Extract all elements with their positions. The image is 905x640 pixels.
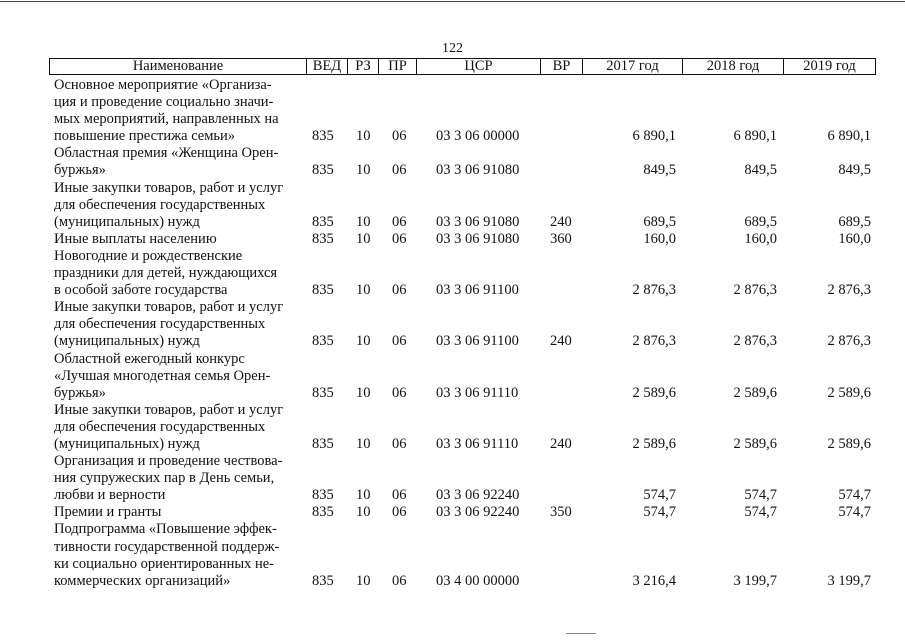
cell-rz: 10 bbox=[356, 230, 371, 247]
cell-csr: 03 3 06 92240 bbox=[436, 504, 520, 521]
cell-y2018: 6 890,1 bbox=[733, 128, 777, 145]
row-name-line: Новогодние и рождественские bbox=[54, 247, 243, 264]
row-name-line: праздники для детей, нуждающихся bbox=[54, 265, 278, 282]
cell-csr: 03 3 06 91110 bbox=[436, 435, 519, 452]
column-header-name: Наименование bbox=[132, 59, 224, 74]
cell-y2019: 160,0 bbox=[838, 230, 871, 247]
cell-y2017: 2 876,3 bbox=[632, 333, 676, 350]
row-name-line: Иные выплаты населению bbox=[54, 230, 217, 247]
cell-pr: 06 bbox=[392, 282, 407, 299]
row-name-line: для обеспечения государственных bbox=[54, 418, 266, 435]
row-name bbox=[54, 453, 300, 504]
cell-ved: 835 bbox=[312, 213, 334, 230]
cell-y2019: 849,5 bbox=[838, 162, 871, 179]
cell-y2019: 2 589,6 bbox=[827, 384, 871, 401]
row-name-line: Иные закупки товаров, работ и услуг bbox=[54, 401, 284, 418]
cell-y2018: 574,7 bbox=[744, 487, 777, 504]
top-rule bbox=[0, 1, 905, 2]
cell-ved: 835 bbox=[312, 230, 334, 247]
cell-csr: 03 3 06 91080 bbox=[436, 230, 520, 247]
cell-pr: 06 bbox=[392, 504, 407, 521]
cell-ved: 835 bbox=[312, 128, 334, 145]
row-name-line: буржья» bbox=[54, 384, 106, 401]
cell-pr: 06 bbox=[392, 230, 407, 247]
cell-y2018: 2 589,6 bbox=[733, 435, 777, 452]
cell-rz: 10 bbox=[356, 162, 371, 179]
cell-pr: 06 bbox=[392, 213, 407, 230]
row-name bbox=[54, 504, 300, 521]
cell-rz: 10 bbox=[356, 487, 371, 504]
row-name-line: Основное мероприятие «Организа- bbox=[54, 77, 272, 93]
column-header-rz: РЗ bbox=[347, 59, 378, 74]
cell-rz: 10 bbox=[356, 333, 371, 350]
table-row bbox=[54, 521, 874, 589]
row-name-line: «Лучшая многодетная семья Орен- bbox=[54, 367, 271, 384]
cell-pr: 06 bbox=[392, 128, 407, 145]
cell-ved: 835 bbox=[312, 435, 334, 452]
cell-y2019: 2 589,6 bbox=[827, 435, 871, 452]
row-name-line: Премии и гранты bbox=[54, 504, 162, 521]
cell-y2019: 574,7 bbox=[838, 504, 871, 521]
row-name bbox=[54, 231, 300, 248]
cell-y2018: 2 876,3 bbox=[733, 333, 777, 350]
table-row bbox=[54, 351, 874, 402]
cell-rz: 10 bbox=[356, 282, 371, 299]
row-name-line: коммерческих организаций» bbox=[54, 572, 231, 589]
column-header-2019: 2019 год bbox=[783, 59, 875, 74]
cell-pr: 06 bbox=[392, 487, 407, 504]
cell-y2018: 689,5 bbox=[744, 213, 777, 230]
row-name-line: Областная премия «Женщина Орен- bbox=[54, 145, 279, 162]
cell-rz: 10 bbox=[356, 572, 371, 589]
column-header-vr: ВР bbox=[540, 59, 582, 74]
cell-y2019: 689,5 bbox=[838, 213, 871, 230]
cell-pr: 06 bbox=[392, 435, 407, 452]
column-header-pr: ПР bbox=[378, 59, 416, 74]
row-name bbox=[54, 145, 300, 179]
cell-pr: 06 bbox=[392, 333, 407, 350]
cell-vr: 350 bbox=[550, 504, 572, 521]
row-name-line: Подпрограмма «Повышение эффек- bbox=[54, 521, 277, 538]
cell-ved: 835 bbox=[312, 282, 334, 299]
row-name-line: ния супружеских пар в День семьи, bbox=[54, 470, 275, 487]
row-name-line: ки социально ориентированных не- bbox=[54, 555, 274, 572]
row-name bbox=[54, 299, 300, 350]
column-header-ved: ВЕД bbox=[306, 59, 347, 74]
cell-rz: 10 bbox=[356, 128, 371, 145]
cell-y2019: 2 876,3 bbox=[827, 282, 871, 299]
cell-y2019: 2 876,3 bbox=[827, 333, 871, 350]
cell-y2017: 3 216,4 bbox=[632, 572, 676, 589]
cell-ved: 835 bbox=[312, 504, 334, 521]
row-name bbox=[54, 402, 300, 453]
row-name-line: (муниципальных) нужд bbox=[54, 435, 200, 452]
cell-ved: 835 bbox=[312, 487, 334, 504]
cell-rz: 10 bbox=[356, 213, 371, 230]
cell-y2017: 2 589,6 bbox=[632, 435, 676, 452]
cell-csr: 03 3 06 91110 bbox=[436, 384, 519, 401]
column-header-2018: 2018 год bbox=[682, 59, 783, 74]
row-name bbox=[54, 351, 300, 402]
bottom-mark bbox=[566, 633, 596, 634]
row-name-line: повышение престижа семьи» bbox=[54, 128, 236, 145]
table-row bbox=[54, 402, 874, 453]
table-row bbox=[54, 145, 874, 179]
cell-rz: 10 bbox=[356, 504, 371, 521]
row-name-line: (муниципальных) нужд bbox=[54, 333, 200, 350]
row-name-line: Иные закупки товаров, работ и услуг bbox=[54, 299, 284, 316]
table-row bbox=[54, 180, 874, 231]
cell-y2019: 574,7 bbox=[838, 487, 871, 504]
cell-csr: 03 4 00 00000 bbox=[436, 572, 520, 589]
row-name bbox=[54, 248, 300, 299]
cell-vr: 240 bbox=[550, 213, 572, 230]
table-row bbox=[54, 299, 874, 350]
row-name-line: в особой заботе государства bbox=[54, 282, 228, 299]
row-name bbox=[54, 180, 300, 231]
row-name-line: для обеспечения государственных bbox=[54, 196, 266, 213]
row-name-line: Иные закупки товаров, работ и услуг bbox=[54, 179, 284, 196]
cell-y2018: 2 589,6 bbox=[733, 384, 777, 401]
cell-y2017: 6 890,1 bbox=[632, 128, 676, 145]
cell-ved: 835 bbox=[312, 572, 334, 589]
table-row bbox=[54, 77, 874, 145]
row-name-line: мых мероприятий, направленных на bbox=[54, 111, 279, 128]
row-name-line: буржья» bbox=[54, 162, 106, 179]
table-header bbox=[49, 58, 876, 75]
cell-csr: 03 3 06 91080 bbox=[436, 162, 520, 179]
cell-ved: 835 bbox=[312, 384, 334, 401]
cell-csr: 03 3 06 00000 bbox=[436, 128, 520, 145]
table-row bbox=[54, 453, 874, 504]
row-name-line: (муниципальных) нужд bbox=[54, 213, 200, 230]
cell-vr: 240 bbox=[550, 333, 572, 350]
cell-rz: 10 bbox=[356, 435, 371, 452]
table-row bbox=[54, 504, 874, 521]
cell-csr: 03 3 06 91100 bbox=[436, 333, 519, 350]
row-name bbox=[54, 521, 300, 589]
cell-pr: 06 bbox=[392, 384, 407, 401]
row-name-line: любви и верности bbox=[54, 487, 166, 504]
cell-ved: 835 bbox=[312, 162, 334, 179]
cell-csr: 03 3 06 91100 bbox=[436, 282, 519, 299]
cell-pr: 06 bbox=[392, 572, 407, 589]
table-row bbox=[54, 248, 874, 299]
cell-y2019: 3 199,7 bbox=[827, 572, 871, 589]
row-name-line: Областной ежегодный конкурс bbox=[54, 350, 245, 367]
cell-y2017: 849,5 bbox=[643, 162, 676, 179]
cell-y2018: 849,5 bbox=[744, 162, 777, 179]
cell-y2019: 6 890,1 bbox=[827, 128, 871, 145]
cell-y2017: 689,5 bbox=[643, 213, 676, 230]
cell-y2018: 3 199,7 bbox=[733, 572, 777, 589]
cell-y2017: 160,0 bbox=[643, 230, 676, 247]
cell-pr: 06 bbox=[392, 162, 407, 179]
cell-y2018: 2 876,3 bbox=[733, 282, 777, 299]
cell-y2017: 2 589,6 bbox=[632, 384, 676, 401]
cell-vr: 240 bbox=[550, 435, 572, 452]
column-header-csr: ЦСР bbox=[416, 59, 540, 74]
cell-y2018: 160,0 bbox=[744, 230, 777, 247]
row-name-line: тивности государственной поддерж- bbox=[54, 538, 280, 555]
cell-csr: 03 3 06 92240 bbox=[436, 487, 520, 504]
cell-y2018: 574,7 bbox=[744, 504, 777, 521]
cell-y2017: 574,7 bbox=[643, 487, 676, 504]
row-name-line: ция и проведение социально значи- bbox=[54, 94, 274, 111]
column-header-2017: 2017 год bbox=[582, 59, 682, 74]
row-name-line: для обеспечения государственных bbox=[54, 316, 266, 333]
page-number: 122 bbox=[442, 41, 463, 56]
cell-csr: 03 3 06 91080 bbox=[436, 213, 520, 230]
cell-ved: 835 bbox=[312, 333, 334, 350]
table-row bbox=[54, 231, 874, 248]
cell-y2017: 2 876,3 bbox=[632, 282, 676, 299]
cell-y2017: 574,7 bbox=[643, 504, 676, 521]
row-name-line: Организация и проведение чествова- bbox=[54, 453, 283, 470]
row-name bbox=[54, 77, 300, 145]
cell-vr: 360 bbox=[550, 230, 572, 247]
table-body bbox=[54, 77, 874, 590]
cell-rz: 10 bbox=[356, 384, 371, 401]
